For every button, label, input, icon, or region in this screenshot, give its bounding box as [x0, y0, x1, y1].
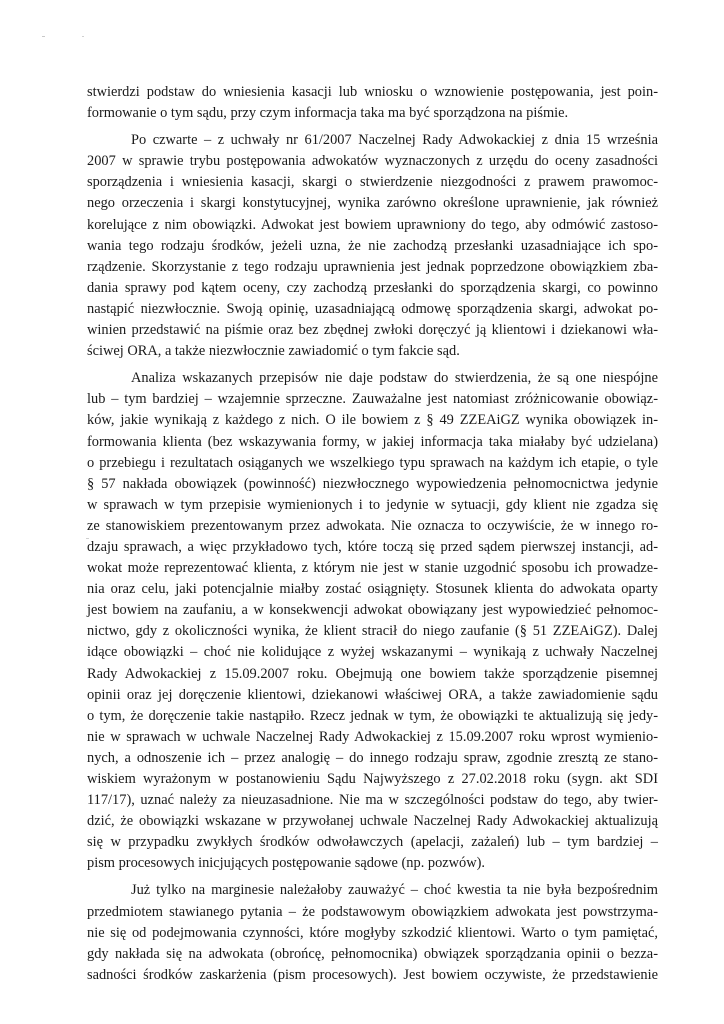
text-line: rządzenie. Skorzystanie z tego rodzaju uprawnienia jest jednak poprzedzone obowiązkiem zba-: [87, 258, 658, 275]
text-line: § 57 nakłada obowiązek (powinność) niezwłocznego wypowiedzenia pełnomocnictwa jedynie: [87, 475, 658, 492]
text-line: 2007 w sprawie trybu postępowania adwokatów wyznaczonych z urzędu do oceny zasadności: [87, 153, 658, 170]
text-line: ściwej ORA, a także niezwłocznie zawiadomić o tym fakcie sąd.: [87, 343, 460, 360]
text-line: korelujące z nim obowiązki. Adwokat jest bowiem uprawniony do tego, aby odmówić zastoso-: [87, 216, 658, 233]
text-line: pism procesowych inicjujących postępowanie sądowe (np. pozwów).: [87, 855, 486, 872]
text-line: Analiza wskazanych przepisów nie daje podstaw do stwierdzenia, że są one niespójne: [131, 370, 658, 387]
text-line: Rady Adwokackiej z 15.09.2007 roku. Obejmują one bowiem także sporządzenie pisemnej: [87, 665, 658, 682]
text-line: nictwo, gdy z okoliczności wynika, że klient stracił do niego zaufanie (§ 51 ZZEAiGZ). Dalej: [87, 623, 658, 640]
text-line: lub – tym bardziej – wzajemnie sprzeczne. Zauważalne jest natomiast zróżnicowanie obowiąz-: [87, 391, 658, 408]
text-line: Już tylko na marginesie należałoby zauważyć – choć kwestia ta nie była bezpośrednim: [131, 882, 658, 899]
text-line: wiskiem wyrażonym w postanowieniu Sądu Najwyższego z 27.02.2018 roku (sygn. akt SDI: [87, 771, 658, 787]
text-line: formowanie o tym sądu, przy czym informacja taka ma być sporządzona na piśmie.: [87, 105, 569, 122]
text-line: nego orzeczenia i skargi konstytucyjnej, wynika zarówno określone uprawnienie, jak również: [87, 195, 658, 212]
text-line: sadności środków zaskarżenia (pism procesowych). Jest bowiem oczywiste, że przedstawienie: [87, 966, 658, 983]
document-body: [87, 82, 658, 986]
text-line: dania sprawy pod kątem oceny, czy zachodzą przesłanki do sporządzenia skargi, co powinno: [87, 279, 658, 296]
text-line: wokat może reprezentować klienta, z którym nie jest w stanie uzgodnić sposobu ich prowadze-: [87, 560, 658, 577]
text-line: idące obowiązki – choć nie kolidujące z wyżej wskazanymi – wynikają z uchwały Naczelnej: [87, 644, 658, 661]
text-line: jest bowiem na zaufaniu, a w konsekwencji adwokat obowiązany jest wypowiedzieć pełnomoc-: [87, 602, 658, 619]
text-line: formowania klienta (bez wskazywania formy, w jakiej informacja taka miałaby być udzielana): [87, 433, 658, 450]
paragraph: [87, 82, 658, 124]
scan-speck: [42, 36, 45, 37]
paragraph: [87, 130, 658, 362]
text-line: dzić, że obowiązki wskazane w przywołanej uchwale Naczelnej Rady Adwokackiej aktualizują: [87, 813, 658, 830]
text-line: przedmiotem stawianego pytania – że podstawowym obowiązkiem adwokata jest powstrzyma-: [87, 903, 658, 920]
text-line: o przebiegu i rezultatach osiąganych we wszelkiego typu sprawach na każdym ich etapie, o tyle: [87, 454, 658, 471]
text-line: 117/17), uznać należy za nieuzasadnione. Nie ma w szczególności podstaw do tego, aby twier-: [87, 792, 658, 809]
text-line: winien przedstawić na piśmie oraz bez zbędnej zwłoki doręczyć ją klientowi i dziekanowi wła-: [87, 322, 658, 339]
text-line: ze stanowiskiem prezentowanym przez adwokata. Nie oznacza to oczywiście, że w innego ro-: [87, 517, 658, 534]
text-line: nych, a odnoszenie ich – przez analogię – do innego rodzaju spraw, zgodnie zresztą ze stano-: [87, 749, 658, 766]
text-line: nie w sprawach w uchwale Naczelnej Rady Adwokackiej z 15.09.2007 roku wprost wymienio-: [87, 728, 658, 745]
text-line: nia oraz celu, jaki potencjalnie miałby zostać osiągnięty. Stosunek klienta do adwokata oparty: [87, 581, 658, 598]
text-line: wania tego rodzaju środków, jeżeli uzna, że nie zachodzą przesłanki uzasadniające ich spo-: [87, 237, 658, 254]
text-line: Po czwarte – z uchwały nr 61/2007 Naczelnej Rady Adwokackiej z dnia 15 września: [131, 132, 658, 149]
text-line: o tym, że doręczenie takie nastąpiło. Rzecz jednak w tym, że obowiązki te aktualizują się jedy-: [87, 707, 658, 724]
text-line: dzaju sprawach, a więc przykładowo tych, które toczą się przed sądem pierwszej instancji, ad-: [87, 538, 658, 555]
scan-speck: [82, 36, 84, 37]
text-line: nie się od podejmowania czynności, które mogłyby szkodzić klientowi. Warto o tym pamiętać,: [87, 924, 658, 941]
text-line: sporządzenia i wniesienia kasacji, skargi o stwierdzenie niezgodności z prawem prawomoc-: [87, 174, 658, 191]
text-line: stwierdzi podstaw do wniesienia kasacji lub wniosku o wznowienie postępowania, jest poin-: [87, 84, 658, 100]
text-line: gdy nakłada się na adwokata (obrońcę, pełnomocnika) obwiązek sporządzania opinii o bezza-: [87, 945, 658, 962]
paragraph: [87, 368, 658, 874]
text-line: nastąpić niezwłocznie. Swoją opinię, uzasadniającą odmowę sporządzenia skargi, adwokat po-: [87, 300, 658, 317]
text-line: się w przypadku zwykłych środków odwoławczych (apelacji, zażaleń) lub – tym bardziej –: [87, 834, 658, 851]
text-line: w sprawach w tym przepisie wymienionych i to jedynie w sytuacji, gdy klient nie zgadza się: [87, 496, 658, 513]
paragraph: [87, 880, 658, 985]
text-line: opinii oraz jej doręczenie klientowi, dziekanowi właściwej ORA, a także zawiadomienie sądu: [87, 686, 658, 703]
text-line: ków, jakie wynikają z każdego z nich. O ile bowiem z § 49 ZZEAiGZ wynika obowiązek in-: [87, 412, 658, 429]
